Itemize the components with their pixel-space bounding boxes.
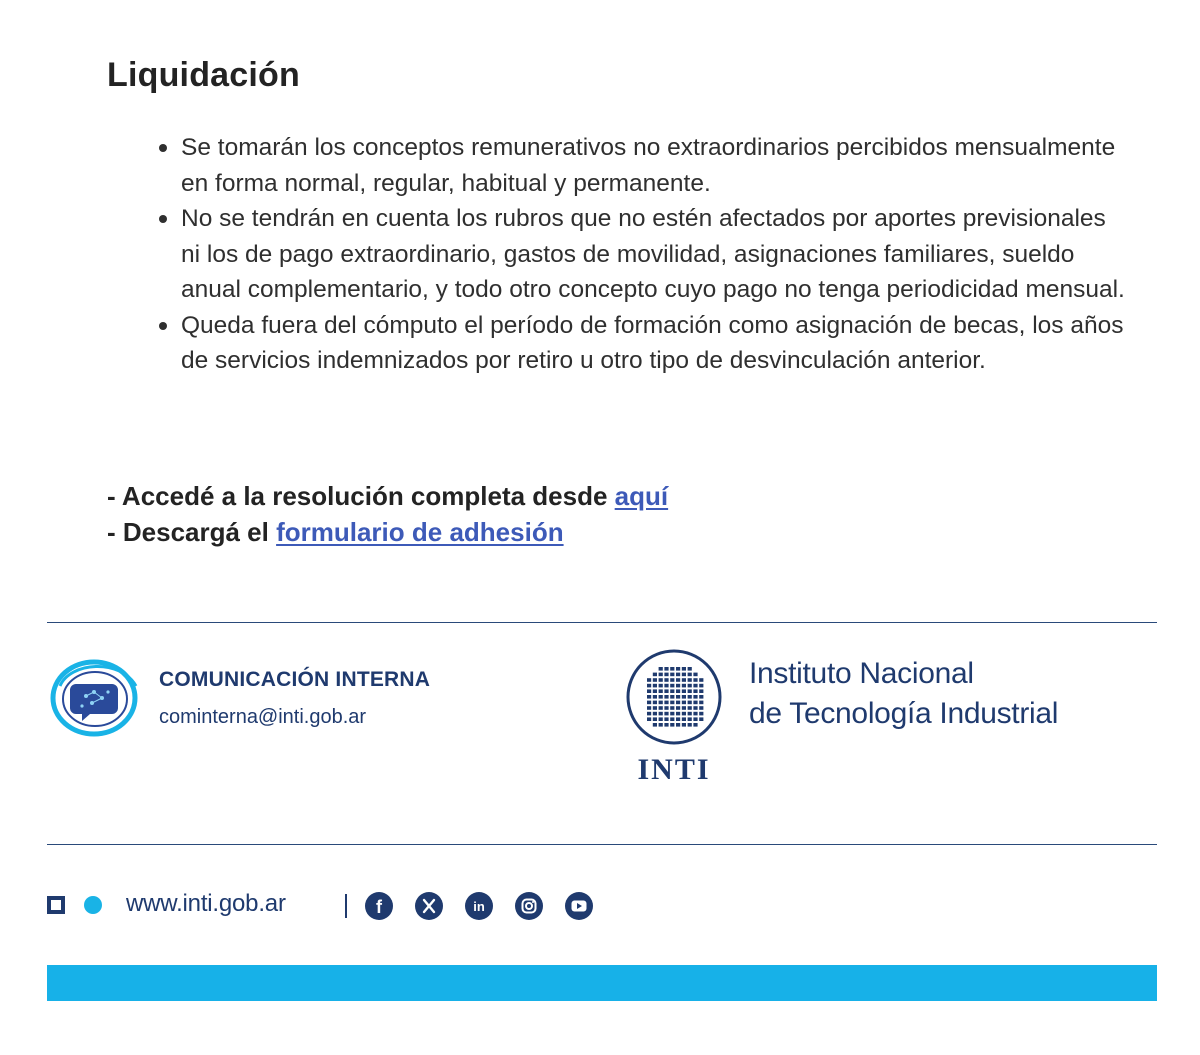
form-line — [107, 514, 668, 550]
facebook-icon[interactable] — [365, 892, 393, 920]
adhesion-form-link[interactable]: formulario de adhesión — [276, 517, 564, 547]
section-heading: Liquidación — [107, 56, 300, 94]
inti-logo — [624, 645, 724, 785]
ci-email[interactable]: cominterna@inti.gob.ar — [159, 706, 367, 728]
website-link[interactable]: www.inti.gob.ar — [126, 890, 286, 917]
divider-top — [47, 622, 1157, 623]
links-block — [107, 478, 668, 550]
inti-acronym: INTI — [637, 753, 711, 785]
resolution-line — [107, 478, 668, 514]
instagram-icon[interactable] — [515, 892, 543, 920]
bullet-item: Se tomarán los conceptos remunerativos no extraordinarios percibidos mensualmente en forma normal, regular, habitual y permanente. — [158, 130, 1128, 201]
comunicacion-interna-logo — [50, 656, 142, 740]
divider-bottom — [47, 844, 1157, 845]
resolution-text: - Accedé a la resolución completa desde — [107, 481, 615, 511]
svg-text:in: in — [473, 899, 485, 914]
ci-title: COMUNICACIÓN INTERNA — [159, 668, 431, 691]
square-icon — [47, 896, 65, 914]
linkedin-icon[interactable] — [465, 892, 493, 920]
footer-accent-bar — [47, 965, 1157, 1001]
liquidacion-bullet-list — [158, 130, 1128, 379]
svg-text:f: f — [376, 897, 382, 917]
form-text: - Descargá el — [107, 517, 277, 547]
inti-name-line2: de Tecnología Industrial — [749, 697, 1059, 730]
inti-name-line1: Instituto Nacional — [749, 657, 974, 690]
x-icon[interactable] — [415, 892, 443, 920]
dot-icon — [84, 896, 102, 914]
resolution-link[interactable]: aquí — [614, 481, 669, 511]
bullet-item: No se tendrán en cuenta los rubros que no estén afectados por aportes previsionales ni los de pago extraordinario, gastos de movilidad, asignaciones familiares, sueldo anual complementario, y todo otro concepto cuyo pago no tenga periodicidad mensual. — [158, 201, 1128, 308]
footer-contact-row — [47, 886, 647, 926]
youtube-icon[interactable] — [565, 892, 593, 920]
inti-full-name — [749, 654, 1058, 734]
bullet-item: Queda fuera del cómputo el período de formación como asignación de becas, los años de servicios indemnizados por retiro u otro tipo de desvinculación anterior. — [158, 308, 1128, 379]
separator — [345, 894, 347, 918]
